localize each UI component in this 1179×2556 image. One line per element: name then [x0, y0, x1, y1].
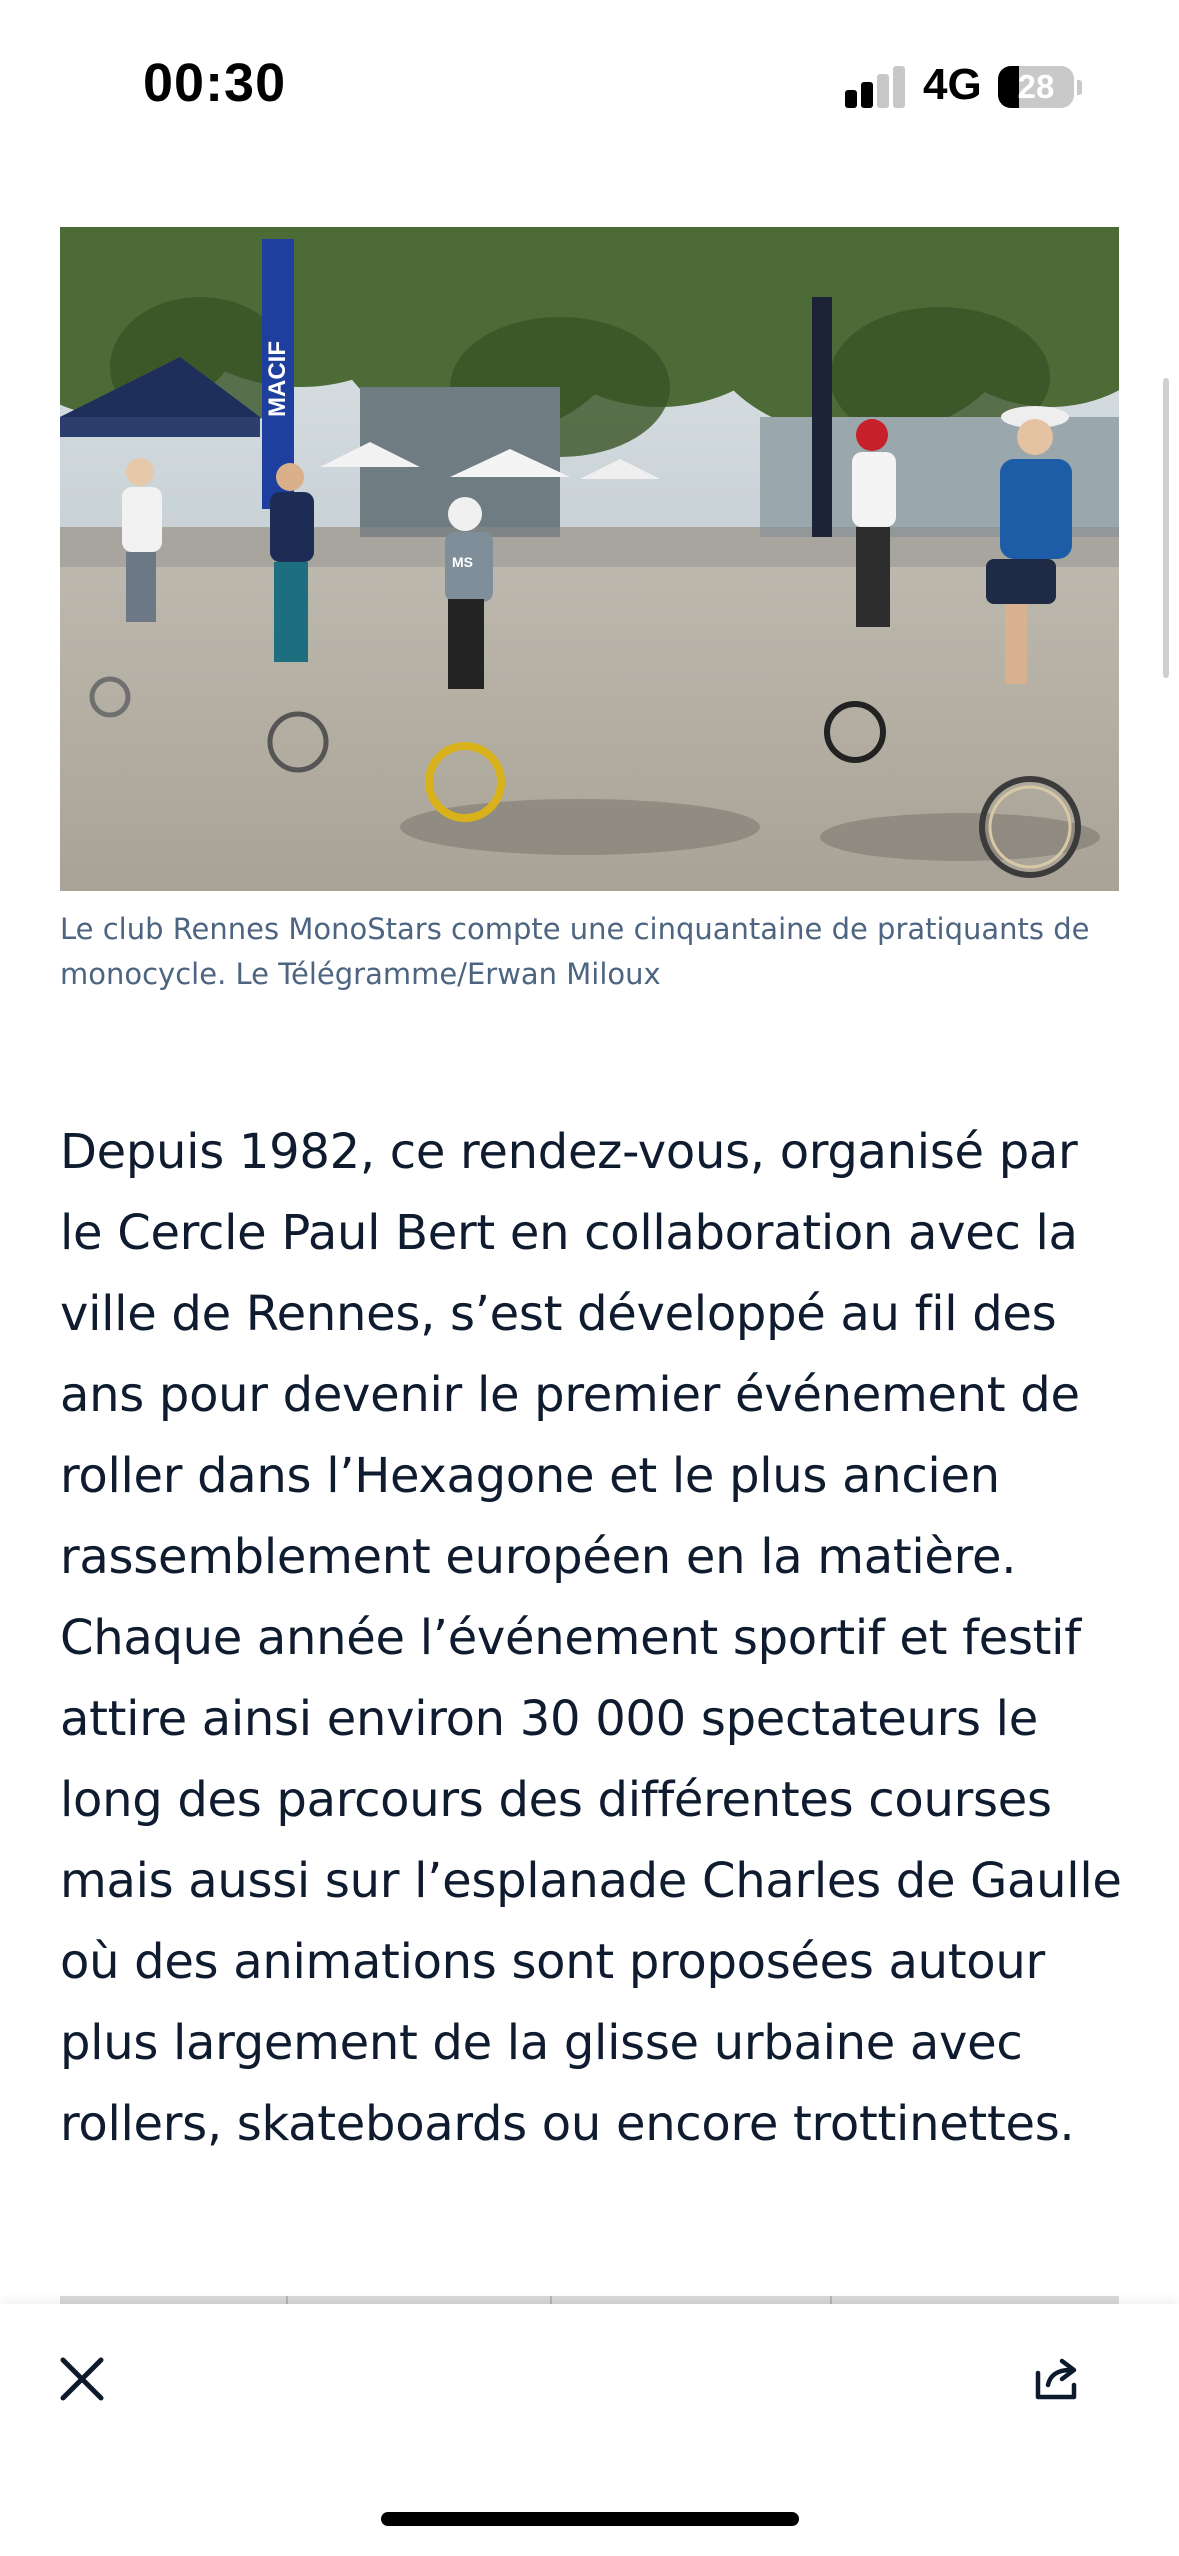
network-type: 4G — [923, 60, 982, 109]
article-paragraph: Depuis 1982, ce rendez-vous, organisé par le Cercle Paul Bert en collaboration avec la ville de Rennes, s’est développé au fil des ans pour devenir le premier événement de roller dans l’Hexagone et le plus ancien rassemblement européen en la matière. Chaque année l’événement sportif et festif attire ainsi environ 30 000 spectateurs le long des parcours des différentes courses mais aussi sur l’esplanade Charles de Gaulle où des animations sont proposées autour plus largement de la glisse urbaine avec rollers, skateboards ou encore trottinettes. — [60, 1124, 1122, 2152]
photo-illustration — [60, 227, 1119, 891]
cellular-signal-icon — [845, 66, 907, 108]
article-photo[interactable] — [60, 227, 1119, 891]
scrollbar[interactable] — [1163, 378, 1169, 678]
close-button[interactable] — [50, 2347, 114, 2411]
photo-caption: Le club Rennes MonoStars compte une cinquantaine de pratiquants de monocycle. Le Télégramme/Erwan Miloux — [60, 912, 1090, 991]
status-bar — [0, 0, 1179, 160]
battery-icon — [998, 66, 1074, 108]
home-indicator[interactable] — [381, 2512, 799, 2526]
battery-percent: 28 — [1017, 68, 1055, 105]
status-time: 00:30 — [143, 53, 287, 113]
close-icon — [59, 2356, 105, 2402]
shirt-text: MS — [452, 554, 473, 570]
share-icon — [1032, 2355, 1080, 2403]
share-button[interactable] — [1024, 2347, 1088, 2411]
battery-tip — [1077, 80, 1082, 95]
banner-text: MACIF — [264, 341, 291, 417]
